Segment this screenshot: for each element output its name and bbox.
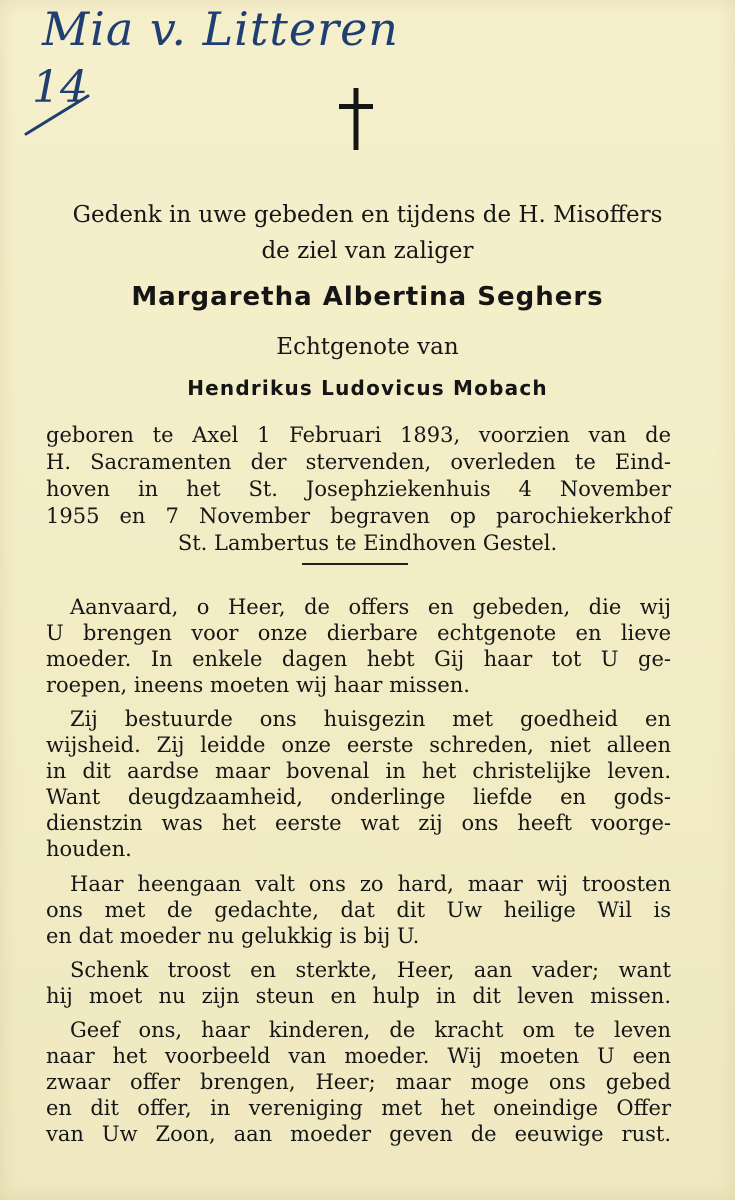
details-line-1: geboren te Axel 1 Februari 1893, voorzien van de bbox=[46, 423, 671, 447]
prayer-line: Zij bestuurde ons huisgezin met goedheid en bbox=[70, 707, 671, 731]
details-line-4: 1955 en 7 November begraven op parochiekerkhof bbox=[46, 504, 671, 528]
prayer-line: Geef ons, haar kinderen, de kracht om te leven bbox=[70, 1018, 671, 1042]
details-line-2: H. Sacramenten der stervenden, overleden te Eind- bbox=[46, 450, 671, 474]
prayer-line: ons met de gedachte, dat dit Uw heilige Wil is bbox=[46, 898, 671, 922]
prayer-paragraph-2 bbox=[46, 706, 671, 862]
prayer-line: hij moet nu zijn steun en hulp in dit leven missen. bbox=[46, 984, 671, 1008]
prayer-line: en dat moeder nu gelukkig is bij U. bbox=[46, 924, 420, 948]
prayer-line: roepen, ineens moeten wij haar missen. bbox=[46, 673, 470, 697]
prayer-line: Want deugdzaamheid, onderlinge liefde en gods- bbox=[46, 785, 671, 809]
handwritten-number: 14 bbox=[32, 62, 88, 113]
details-line-3: hoven in het St. Josephziekenhuis 4 November bbox=[46, 477, 671, 501]
prayer-paragraph-3 bbox=[46, 871, 671, 949]
prayer-line: houden. bbox=[46, 837, 132, 861]
prayer-line: zwaar offer brengen, Heer; maar moge ons gebed bbox=[46, 1070, 671, 1094]
divider-line bbox=[302, 563, 408, 565]
prayer-line: Aanvaard, o Heer, de offers en gebeden, die wij bbox=[70, 595, 671, 619]
intro-line-1: Gedenk in uwe gebeden en tijdens de H. Misoffers bbox=[72, 202, 663, 228]
prayer-paragraph-5 bbox=[46, 1017, 671, 1147]
prayer-line: naar het voorbeeld van moeder. Wij moeten U een bbox=[46, 1044, 671, 1068]
prayer-line: moeder. In enkele dagen hebt Gij haar tot U ge- bbox=[46, 647, 671, 671]
prayer-line: Haar heengaan valt ons zo hard, maar wij troosten bbox=[70, 872, 671, 896]
handwritten-name: Mia v. Litteren bbox=[42, 2, 399, 56]
cross-icon bbox=[339, 88, 373, 150]
prayer-paragraph-1 bbox=[46, 594, 671, 698]
spouse-name: Hendrikus Ludovicus Mobach bbox=[187, 376, 548, 400]
prayer-line: en dit offer, in vereniging met het oneindige Offer bbox=[46, 1096, 671, 1120]
spouse-label: Echtgenote van bbox=[276, 334, 459, 360]
deceased-name: Margaretha Albertina Seghers bbox=[131, 282, 604, 312]
prayer-line: in dit aardse maar bovenal in het christelijke leven. bbox=[46, 759, 671, 783]
prayer-line: wijsheid. Zij leidde onze eerste schreden, niet alleen bbox=[46, 733, 671, 757]
details-line-5: St. Lambertus te Eindhoven Gestel. bbox=[177, 531, 558, 555]
prayer-line: dienstzin was het eerste wat zij ons heeft voorge- bbox=[46, 811, 671, 835]
prayer-line: Schenk troost en sterkte, Heer, aan vader; want bbox=[70, 958, 671, 982]
intro-line-2: de ziel van zaliger bbox=[261, 238, 474, 264]
handwritten-stroke bbox=[22, 88, 92, 138]
prayer-line: U brengen voor onze dierbare echtgenote en lieve bbox=[46, 621, 671, 645]
prayer-paragraph-4 bbox=[46, 957, 671, 1009]
prayer-line: van Uw Zoon, aan moeder geven de eeuwige rust. bbox=[46, 1122, 671, 1146]
